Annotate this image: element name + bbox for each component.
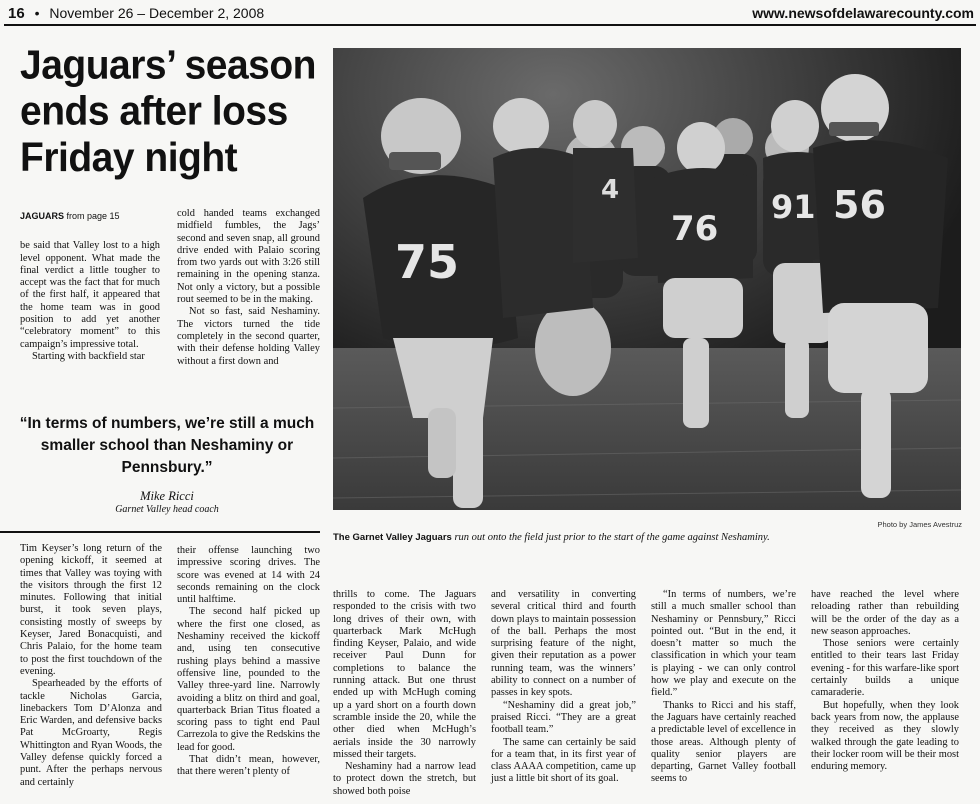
paragraph: Not so fast, said Neshaminy. The victors turned the tide completely in the second quarter, with their defense holding Valley without a first down and — [177, 306, 320, 367]
photo-caption — [333, 532, 770, 543]
paragraph: have reached the level where reloading rather than rebuilding will be the order of the day as a new season approaches. — [811, 589, 959, 637]
paragraph: thrills to come. The Jaguars responded to the crisis with two long drives of their own, with quarterback Mark McHugh finding Keyser, Palaio, and wide receiver Paul Dunn for completions to balance the running attack. But one thrust ended up with McHugh coming up a yard short on a fourth down scramble inside the 20, while the other died when McHugh’s aerials inside the 30 narrowly missed their targets. — [333, 589, 476, 760]
caption-text: run out onto the field just prior to the start of the game against Neshaminy. — [451, 532, 770, 543]
paragraph: be said that Valley lost to a high level opponent. What made the final verdict a little tougher to accept was the fact that for much of the first half, it appeared that the home team was in good position to add yet another “celebratory moment” to this campaign’s impressive total. — [20, 240, 160, 350]
page-number: 16 — [8, 5, 25, 22]
paragraph: cold handed teams exchanged midfield fumbles, the Jags’ second and seven snap, all ground drive ended with Palaio scoring from two yards out with 3:26 still remaining in the opening stanza. Not only a victory, but a possible rout seemed to be in the making. — [177, 208, 320, 306]
paragraph: That didn’t mean, however, that there weren’t plenty of — [177, 754, 320, 778]
article-column-4 — [177, 545, 320, 779]
article-column-5 — [333, 589, 476, 798]
website-url[interactable]: www.newsofdelawarecounty.com — [752, 5, 974, 21]
article-column-1 — [20, 210, 160, 363]
section-rule — [0, 531, 320, 533]
pull-quote: “In terms of numbers, we’re still a much smaller school than Neshaminy or Pennsbury.” — [19, 415, 315, 476]
paragraph: and versatility in converting several critical third and fourth down plays to maintain possession of the ball. Perhaps the most surprising feature of the night, given their reputation as a power running team, was the winners’ ability to connect on a number of passes in key spots. — [491, 589, 636, 699]
paragraph: Spearheaded by the efforts of tackle Nicholas Garcia, linebackers Tom D’Alonza and Eric Warden, and defensive backs Pat McGroarty, Regis Whittington and Ryan Woods, the Valley defense quickly forced a punt. After the perhaps nervous and certainly — [20, 678, 162, 788]
photo-credit: Photo by James Avestruz — [877, 520, 962, 529]
article-column-6 — [491, 589, 636, 786]
jersey-number: 76 — [671, 209, 719, 249]
paragraph: their offense launching two impressive scoring drives. The score was evened at 14 with 24 seconds remaining on the clock until halftime. — [177, 545, 320, 606]
paragraph: The same can certainly be said for a team that, in its first year of class AAAA competition, came up just a little bit short of its goal. — [491, 736, 636, 785]
article-column-3 — [20, 543, 162, 789]
jersey-number: 91 — [771, 188, 816, 226]
jump-line — [20, 210, 160, 222]
paragraph: “Neshaminy did a great job,” praised Ricci. “They are a great football team.” — [491, 699, 636, 736]
headline: Jaguars’ season ends after loss Friday night — [20, 42, 317, 181]
quote-attribution-title: Garnet Valley head coach — [115, 504, 219, 515]
jersey-number: 56 — [833, 183, 886, 227]
paragraph: Thanks to Ricci and his staff, the Jaguars have certainly reached a predictable level of excellence in those areas. Although plenty of quality senior players are departing, Garnet Valley football seems to — [651, 699, 796, 785]
issue-dates: November 26 – December 2, 2008 — [49, 5, 265, 21]
quote-attribution-name: Mike Ricci — [140, 489, 194, 503]
page-header-left — [8, 5, 264, 22]
paragraph: “In terms of numbers, we’re still a much smaller school than Neshaminy or Pennsbury,” Ricci pointed out. “But in the end, it doesn’t matter so much the classification in which your team is playing - we can only control how we play and execute on the field.” — [651, 589, 796, 699]
article-column-7 — [651, 589, 796, 786]
article-column-2 — [177, 208, 320, 368]
paragraph: Neshaminy had a narrow lead to protect down the stretch, but showed both poise — [333, 761, 476, 797]
svg-text:4: 4 — [601, 175, 620, 205]
jump-text: from page 15 — [66, 211, 120, 221]
paragraph: Starting with backfield star — [32, 350, 145, 362]
jersey-number: 75 — [395, 235, 460, 289]
article-column-8 — [811, 589, 959, 773]
header-bullet: • — [34, 5, 40, 21]
football-players-illustration — [333, 48, 961, 510]
jump-label: JAGUARS — [20, 211, 65, 221]
paragraph: The second half picked up where the first one closed, as Neshaminy received the kickoff and, using ten consecutive rushing plays behind a massive offensive line, pounded to the Valley three-yard line. Narrowly avoiding a blitz on third and goal, quarterback Brian Titus floated a scoring pass to tight end Paul Carrezola to give the Redskins the lead for good. — [177, 606, 320, 753]
header-rule — [4, 24, 976, 26]
team-photo — [333, 48, 961, 510]
paragraph: Tim Keyser’s long return of the opening kickoff, it seemed at times that Valley was toying with the visitors through the first 12 minutes. Following that initial burst, it took seven plays, consisting mostly of sweeps by Keyser, Jared Bonacquisti, and Chris Palaio, for the home team to post the first touchdown of the evening. — [20, 543, 162, 677]
caption-bold: The Garnet Valley Jaguars — [333, 532, 452, 543]
paragraph: Those seniors were certainly entitled to their tears last Friday evening - for this warfare-like sport certainly builds a unique camaraderie. — [811, 638, 960, 699]
paragraph: But hopefully, when they look back years from now, the applause they received as they slowly walked through the gate leading to their locker room will be their most enduring memory. — [811, 699, 959, 773]
